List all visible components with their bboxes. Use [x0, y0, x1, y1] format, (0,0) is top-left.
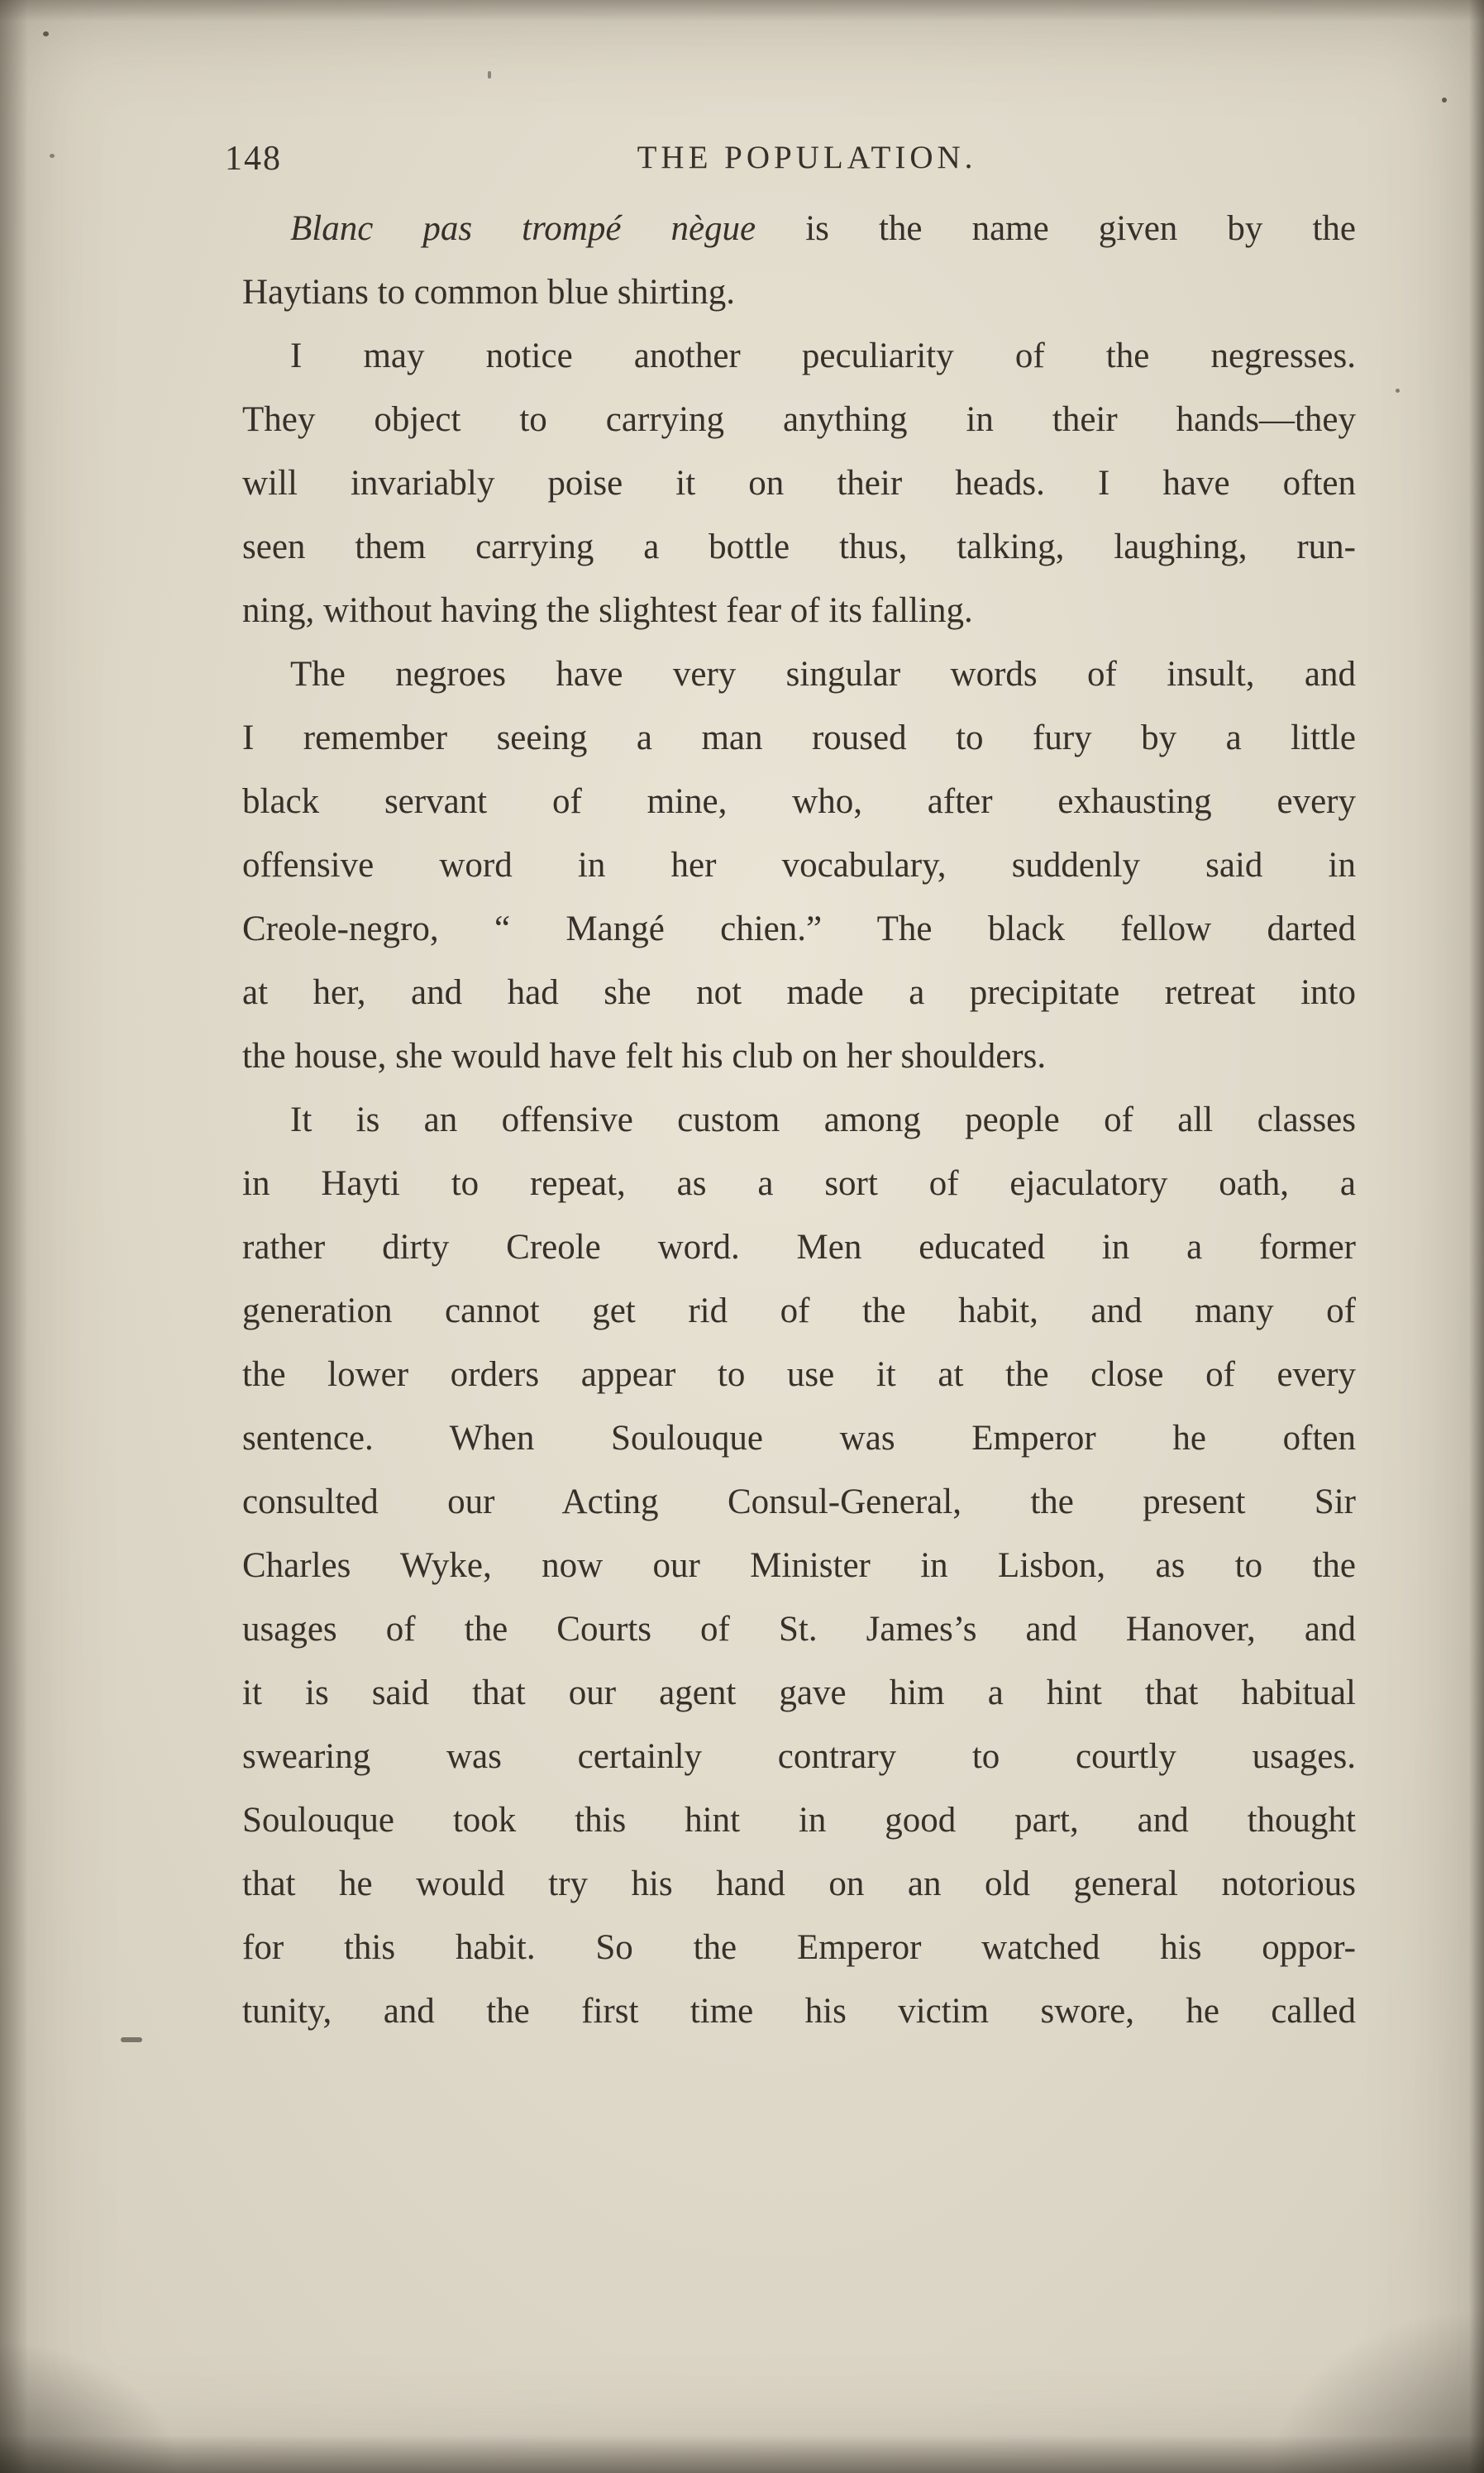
scan-edge-bottom	[0, 2435, 1484, 2473]
text-line: in Hayti to repeat, as a sort of ejaculatory oath, a	[242, 1164, 1356, 1203]
text-line: seen them carrying a bottle thus, talking, laughing, run-	[242, 528, 1356, 566]
scan-speck	[1396, 389, 1400, 393]
text-line: generation cannot get rid of the habit, and many of	[242, 1291, 1356, 1330]
scan-edge-top	[0, 0, 1484, 21]
paragraph	[242, 324, 1356, 642]
text-line: I remember seeing a man roused to fury by a little	[242, 719, 1356, 757]
scan-speck	[121, 2037, 142, 2042]
text-line: offensive word in her vocabulary, suddenly said in	[242, 846, 1356, 885]
text-line: black servant of mine, who, after exhausting every	[242, 782, 1356, 821]
text-line: They object to carrying anything in their hands—they	[242, 400, 1356, 439]
text-line: at her, and had she not made a precipitate retreat into	[242, 973, 1356, 1012]
scan-speck	[50, 154, 55, 158]
text-line: I may notice another peculiarity of the negresses.	[290, 337, 1356, 375]
paragraph	[242, 197, 1356, 324]
scan-corner-shadow-left	[0, 2341, 182, 2473]
scan-edge-right	[1469, 0, 1484, 2473]
text-line	[242, 197, 1356, 260]
italic-phrase: Blanc pas trompé nègue	[290, 209, 756, 248]
text-line: will invariably poise it on their heads. I have often	[242, 464, 1356, 503]
text-block	[242, 197, 1356, 2043]
text-line: It is an offensive custom among people of all classes	[290, 1100, 1356, 1139]
text-line: usages of the Courts of St. James’s and Hanover, and	[242, 1610, 1356, 1649]
text-run: is the name given by the	[756, 209, 1356, 248]
text-line: Creole-negro, “ Mangé chien.” The black fellow darted	[242, 909, 1356, 948]
text-line: the lower orders appear to use it at the close of every	[242, 1355, 1356, 1394]
text-line: consulted our Acting Consul-General, the present Sir	[242, 1482, 1356, 1521]
text-line: it is said that our agent gave him a hint that habitual	[242, 1673, 1356, 1712]
text-line: sentence. When Soulouque was Emperor he often	[242, 1419, 1356, 1458]
text-line: The negroes have very singular words of insult, and	[290, 655, 1356, 694]
text-line: Haytians to common blue shirting.	[242, 273, 735, 312]
text-line: the house, she would have felt his club on her shoulders.	[242, 1037, 1047, 1076]
scan-corner-shadow-right	[1269, 2308, 1484, 2473]
text-line: swearing was certainly contrary to courtly usages.	[242, 1737, 1356, 1776]
text-line: for this habit. So the Emperor watched his oppor-	[242, 1928, 1356, 1967]
page-header	[225, 139, 1356, 185]
text-line: that he would try his hand on an old general notorious	[242, 1864, 1356, 1903]
scan-speck	[488, 71, 491, 79]
paragraph	[242, 1088, 1356, 2043]
scan-speck	[1442, 98, 1447, 103]
text-line: rather dirty Creole word. Men educated in a former	[242, 1228, 1356, 1267]
text-line: tunity, and the first time his victim swore, he called	[242, 1992, 1356, 2031]
paragraph	[242, 642, 1356, 1088]
scan-speck	[43, 31, 49, 36]
text-line: Charles Wyke, now our Minister in Lisbon, as to the	[242, 1546, 1356, 1585]
text-line: Soulouque took this hint in good part, and thought	[242, 1801, 1356, 1840]
page-number: 148	[225, 140, 282, 178]
running-header: THE POPULATION.	[637, 140, 977, 175]
text-line: ning, without having the slightest fear of its falling.	[242, 591, 973, 630]
scan-edge-left	[0, 0, 28, 2473]
